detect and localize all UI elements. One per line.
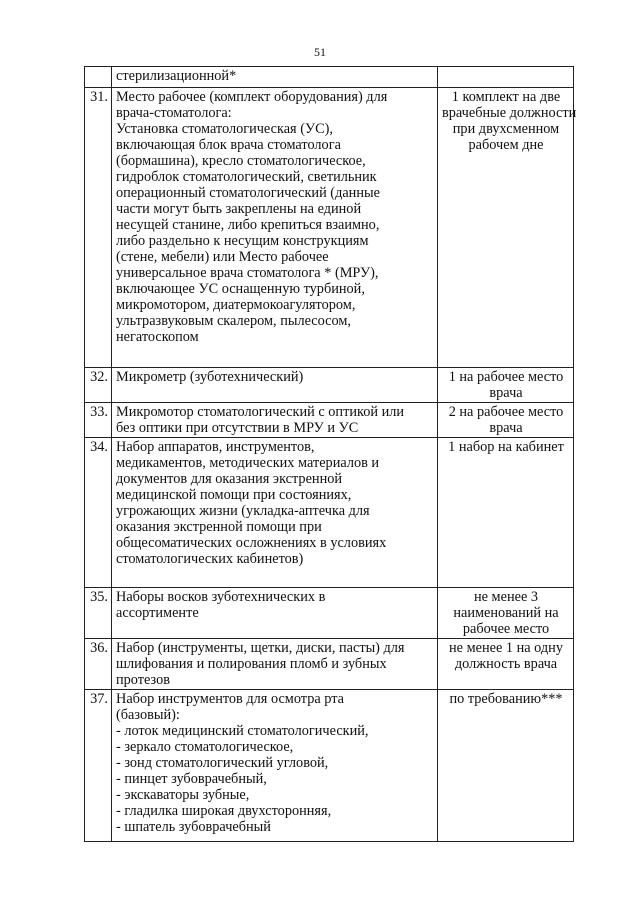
description-line: части могут быть закреплены на единой bbox=[116, 201, 362, 217]
description-line: Набор (инструменты, щетки, диски, пасты) для bbox=[116, 640, 405, 656]
description-line: общесоматических осложнениях в условиях bbox=[116, 535, 387, 551]
quantity-line: врача bbox=[489, 385, 523, 401]
description-line: - зеркало стоматологическое, bbox=[116, 739, 294, 755]
description-line: включающая блок врача стоматолога bbox=[116, 137, 341, 153]
row-number: 33. bbox=[85, 403, 112, 438]
description-line: Наборы восков зуботехнических в bbox=[116, 589, 326, 605]
item-description bbox=[112, 67, 438, 88]
row-number: 32. bbox=[85, 368, 112, 403]
item-description bbox=[112, 438, 438, 588]
table-row bbox=[85, 368, 574, 403]
item-quantity bbox=[438, 639, 574, 690]
description-line: Микромотор стоматологический с оптикой или bbox=[116, 404, 405, 420]
table-row bbox=[85, 438, 574, 588]
description-line: (базовый): bbox=[116, 707, 180, 723]
description-line: Место рабочее (комплект оборудования) для bbox=[116, 89, 388, 105]
description-line: угрожающих жизни (укладка-аптечка для bbox=[116, 503, 370, 519]
description-line: (бормашина), кресло стоматологическое, bbox=[116, 153, 366, 169]
item-description bbox=[112, 403, 438, 438]
description-line: - лоток медицинский стоматологический, bbox=[116, 723, 369, 739]
description-line: медикаментов, методических материалов и bbox=[116, 455, 380, 471]
quantity-line: 1 набор на кабинет bbox=[448, 439, 564, 455]
description-line: оказания экстренной помощи при bbox=[116, 519, 322, 535]
row-number: 31. bbox=[85, 88, 112, 368]
description-line: стоматологических кабинетов) bbox=[116, 551, 304, 567]
quantity-line: не менее 1 на одну bbox=[449, 640, 563, 656]
quantity-line: 1 на рабочее место bbox=[448, 369, 564, 385]
description-line: операционный стоматологический (данные bbox=[116, 185, 380, 201]
description-line: стерилизационной* bbox=[116, 68, 237, 84]
description-line: Микрометр (зуботехнический) bbox=[116, 369, 304, 385]
item-quantity bbox=[438, 368, 574, 403]
table-row bbox=[85, 88, 574, 368]
quantity-line: рабочем дне bbox=[468, 137, 544, 153]
item-quantity bbox=[438, 403, 574, 438]
quantity-line: наименований на bbox=[453, 605, 559, 621]
item-quantity bbox=[438, 588, 574, 639]
table-row bbox=[85, 588, 574, 639]
row-number: 36. bbox=[85, 639, 112, 690]
description-line: ультразвуковым скалером, пылесосом, bbox=[116, 313, 351, 329]
description-line: Набор инструментов для осмотра рта bbox=[116, 691, 345, 707]
quantity-line: врачебные должности bbox=[442, 105, 577, 121]
description-line: (стене, мебели) или Место рабочее bbox=[116, 249, 329, 265]
row-number bbox=[85, 67, 112, 88]
description-line: Установка стоматологическая (УС), bbox=[116, 121, 333, 137]
description-line: - экскаваторы зубные, bbox=[116, 787, 250, 803]
description-line: медицинской помощи при состояниях, bbox=[116, 487, 352, 503]
table-row bbox=[85, 690, 574, 842]
item-quantity bbox=[438, 438, 574, 588]
quantity-line: не менее 3 bbox=[473, 589, 539, 605]
quantity-line: врача bbox=[489, 420, 523, 436]
row-number: 35. bbox=[85, 588, 112, 639]
table-row bbox=[85, 639, 574, 690]
description-line: включающее УС оснащенную турбиной, bbox=[116, 281, 365, 297]
table-row bbox=[85, 403, 574, 438]
description-line: без оптики при отсутствии в МРУ и УС bbox=[116, 420, 359, 436]
description-line: либо раздельно к несущим конструкциям bbox=[116, 233, 369, 249]
description-line: гидроблок стоматологический, светильник bbox=[116, 169, 377, 185]
item-description bbox=[112, 368, 438, 403]
item-quantity bbox=[438, 67, 574, 88]
description-line: универсальное врача стоматолога * (МРУ), bbox=[116, 265, 379, 281]
quantity-line: 1 комплект на две bbox=[451, 89, 561, 105]
description-line: Набор аппаратов, инструментов, bbox=[116, 439, 315, 455]
table-row bbox=[85, 67, 574, 88]
quantity-line: по требованию*** bbox=[449, 691, 563, 707]
description-line: - зонд стоматологический угловой, bbox=[116, 755, 329, 771]
description-line: протезов bbox=[116, 672, 170, 688]
description-line: шлифования и полирования пломб и зубных bbox=[116, 656, 387, 672]
equipment-table bbox=[84, 66, 577, 842]
description-line: - пинцет зубоврачебный, bbox=[116, 771, 267, 787]
description-line: врача-стоматолога: bbox=[116, 105, 232, 121]
description-line: - гладилка широкая двухсторонняя, bbox=[116, 803, 332, 819]
description-line: микромотором, диатермокоагулятором, bbox=[116, 297, 356, 313]
quantity-line: 2 на рабочее место bbox=[448, 404, 564, 420]
description-line: ассортименте bbox=[116, 605, 199, 621]
description-line: - шпатель зубоврачебный bbox=[116, 819, 271, 835]
description-line: негатоскопом bbox=[116, 329, 199, 345]
quantity-line: при двухсменном bbox=[452, 121, 560, 137]
quantity-line: должность врача bbox=[454, 656, 558, 672]
item-quantity bbox=[438, 690, 574, 842]
row-number: 37. bbox=[85, 690, 112, 842]
item-description bbox=[112, 690, 438, 842]
item-description bbox=[112, 639, 438, 690]
quantity-line: рабочее место bbox=[462, 621, 550, 637]
description-line: документов для оказания экстренной bbox=[116, 471, 343, 487]
page-number: 51 bbox=[314, 45, 326, 59]
item-quantity bbox=[438, 88, 577, 368]
row-number: 34. bbox=[85, 438, 112, 588]
item-description bbox=[112, 88, 438, 368]
description-line: несущей станине, либо крепиться взаимно, bbox=[116, 217, 380, 233]
item-description bbox=[112, 588, 438, 639]
